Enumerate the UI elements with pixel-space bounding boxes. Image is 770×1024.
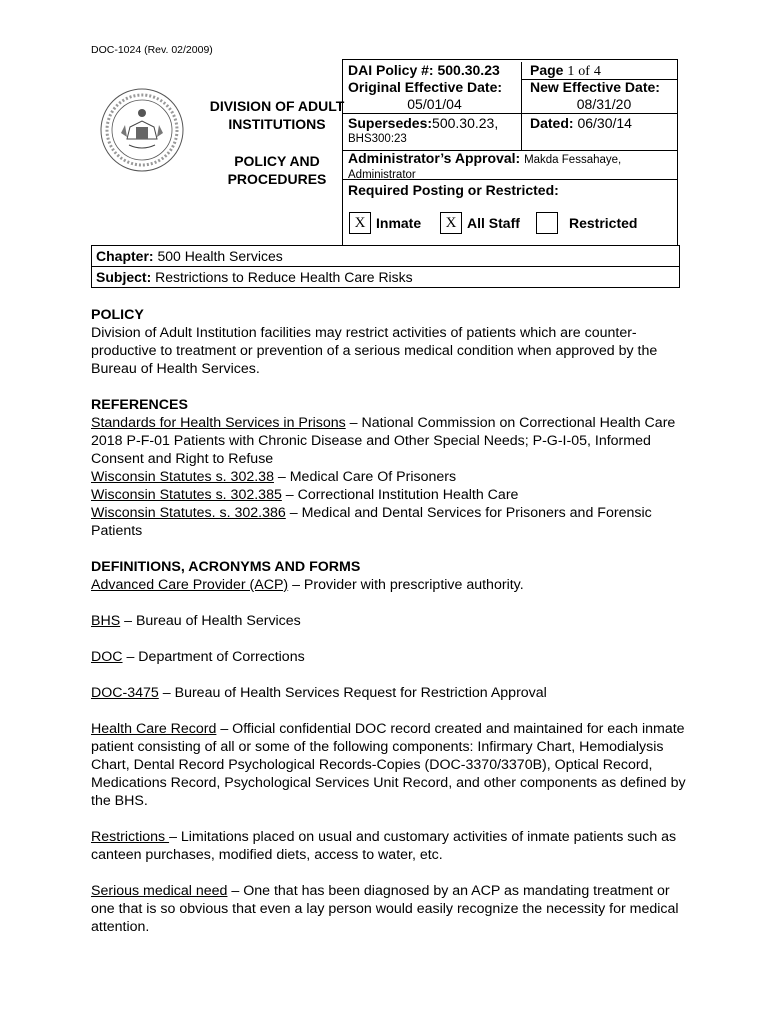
dated: Dated: 06/30/14: [521, 113, 678, 150]
definition-item: DOC-3475 – Bureau of Health Services Request for Restriction Approval: [91, 685, 547, 701]
reference-link[interactable]: Wisconsin Statutes s. 302.38: [91, 469, 274, 485]
chapter-line: Chapter: 500 Health Services: [96, 248, 283, 264]
reference-link[interactable]: Wisconsin Statutes s. 302.385: [91, 487, 282, 503]
policy-text: Division of Adult Institution facilities may restrict activities of patients which are counter-productive to treatment or prevention of a serious medical condition when approved by the Bureau of Health Services.: [91, 325, 658, 377]
policy-body: [91, 306, 691, 936]
reference-item: Wisconsin Statutes. s. 302.386 – Medical and Dental Services for Prisoners and Forensic Patients: [91, 505, 652, 539]
definition-item: Serious medical need – One that has been diagnosed by an ACP as mandating treatment or one that is so obvious that even a lay person would easily recognize the necessity for medical attention.: [91, 883, 679, 935]
reference-link[interactable]: Standards for Health Services in Prisons: [91, 415, 346, 431]
definition-term: DOC: [91, 649, 123, 665]
document-form-id: DOC-1024 (Rev. 02/2009): [91, 44, 213, 56]
definition-term: Restrictions: [91, 829, 170, 845]
division-title: DIVISION OF ADULT INSTITUTIONS: [209, 98, 345, 132]
chapter-subject-box: [91, 245, 680, 288]
page-indicator: Page 1 of 4: [521, 62, 678, 81]
definition-item: Advanced Care Provider (ACP) – Provider with prescriptive authority.: [91, 577, 524, 593]
definition-item: DOC – Department of Corrections: [91, 649, 305, 665]
supersedes: Supersedes:500.30.23, BHS300:23: [348, 115, 499, 145]
references-heading: REFERENCES: [91, 397, 188, 413]
policy-header: [91, 59, 680, 245]
definition-item: Health Care Record – Official confidential DOC record created and maintained for each inmate patient consisting of all or some of the following components: Infirmary Chart, Hemodialysis Chart, Dental Record Psychological Records-Copies (DOC-3370/3370B), Optical Record, Medications Record, Psychological Services Unit Record, and other components as defined by the BHS.: [91, 721, 686, 809]
restricted-checkbox[interactable]: [536, 212, 558, 234]
reference-link[interactable]: Wisconsin Statutes. s. 302.386: [91, 505, 286, 521]
all-staff-label: All Staff: [467, 215, 520, 231]
definition-item: BHS – Bureau of Health Services: [91, 613, 301, 629]
inmate-checkbox[interactable]: X: [349, 212, 371, 234]
policy-info-table: [342, 59, 678, 245]
reference-item: Standards for Health Services in Prisons – National Commission on Correctional Health Care 2018 P-F-01 Patients with Chronic Disease and Other Special Needs; P-G-I-05, Informed Consent and Right to Refuse: [91, 415, 676, 467]
definition-item: Restrictions – Limitations placed on usual and customary activities of inmate patients such as canteen purchases, modified diets, access to water, etc.: [91, 829, 677, 863]
subject-line: Subject: Restrictions to Reduce Health Care Risks: [96, 269, 413, 285]
all-staff-checkbox[interactable]: X: [440, 212, 462, 234]
definition-term: Serious medical need: [91, 883, 228, 899]
administrator-approval: Administrator’s Approval: Makda Fessahaye, Administrator: [348, 150, 622, 181]
definitions-heading: DEFINITIONS, ACRONYMS AND FORMS: [91, 559, 361, 575]
policy-procedures-title: POLICY AND PROCEDURES: [227, 153, 327, 187]
posting-label: Required Posting or Restricted:: [348, 182, 559, 198]
reference-item: Wisconsin Statutes s. 302.385 – Correctional Institution Health Care: [91, 487, 519, 503]
restricted-label: Restricted: [569, 215, 638, 231]
original-effective-date: Original Effective Date: 05/01/04: [348, 79, 503, 112]
new-effective-date: New Effective Date: 08/31/20: [521, 79, 678, 113]
definition-term: DOC-3475: [91, 685, 159, 701]
policy-number: DAI Policy #: 500.30.23: [348, 62, 500, 78]
definition-term: Advanced Care Provider (ACP): [91, 577, 289, 593]
state-seal-icon: [99, 87, 185, 173]
definition-term: BHS: [91, 613, 121, 629]
policy-heading: POLICY: [91, 307, 144, 323]
reference-item: Wisconsin Statutes s. 302.38 – Medical Care Of Prisoners: [91, 469, 457, 485]
inmate-label: Inmate: [376, 215, 422, 231]
definition-term: Health Care Record: [91, 721, 217, 737]
